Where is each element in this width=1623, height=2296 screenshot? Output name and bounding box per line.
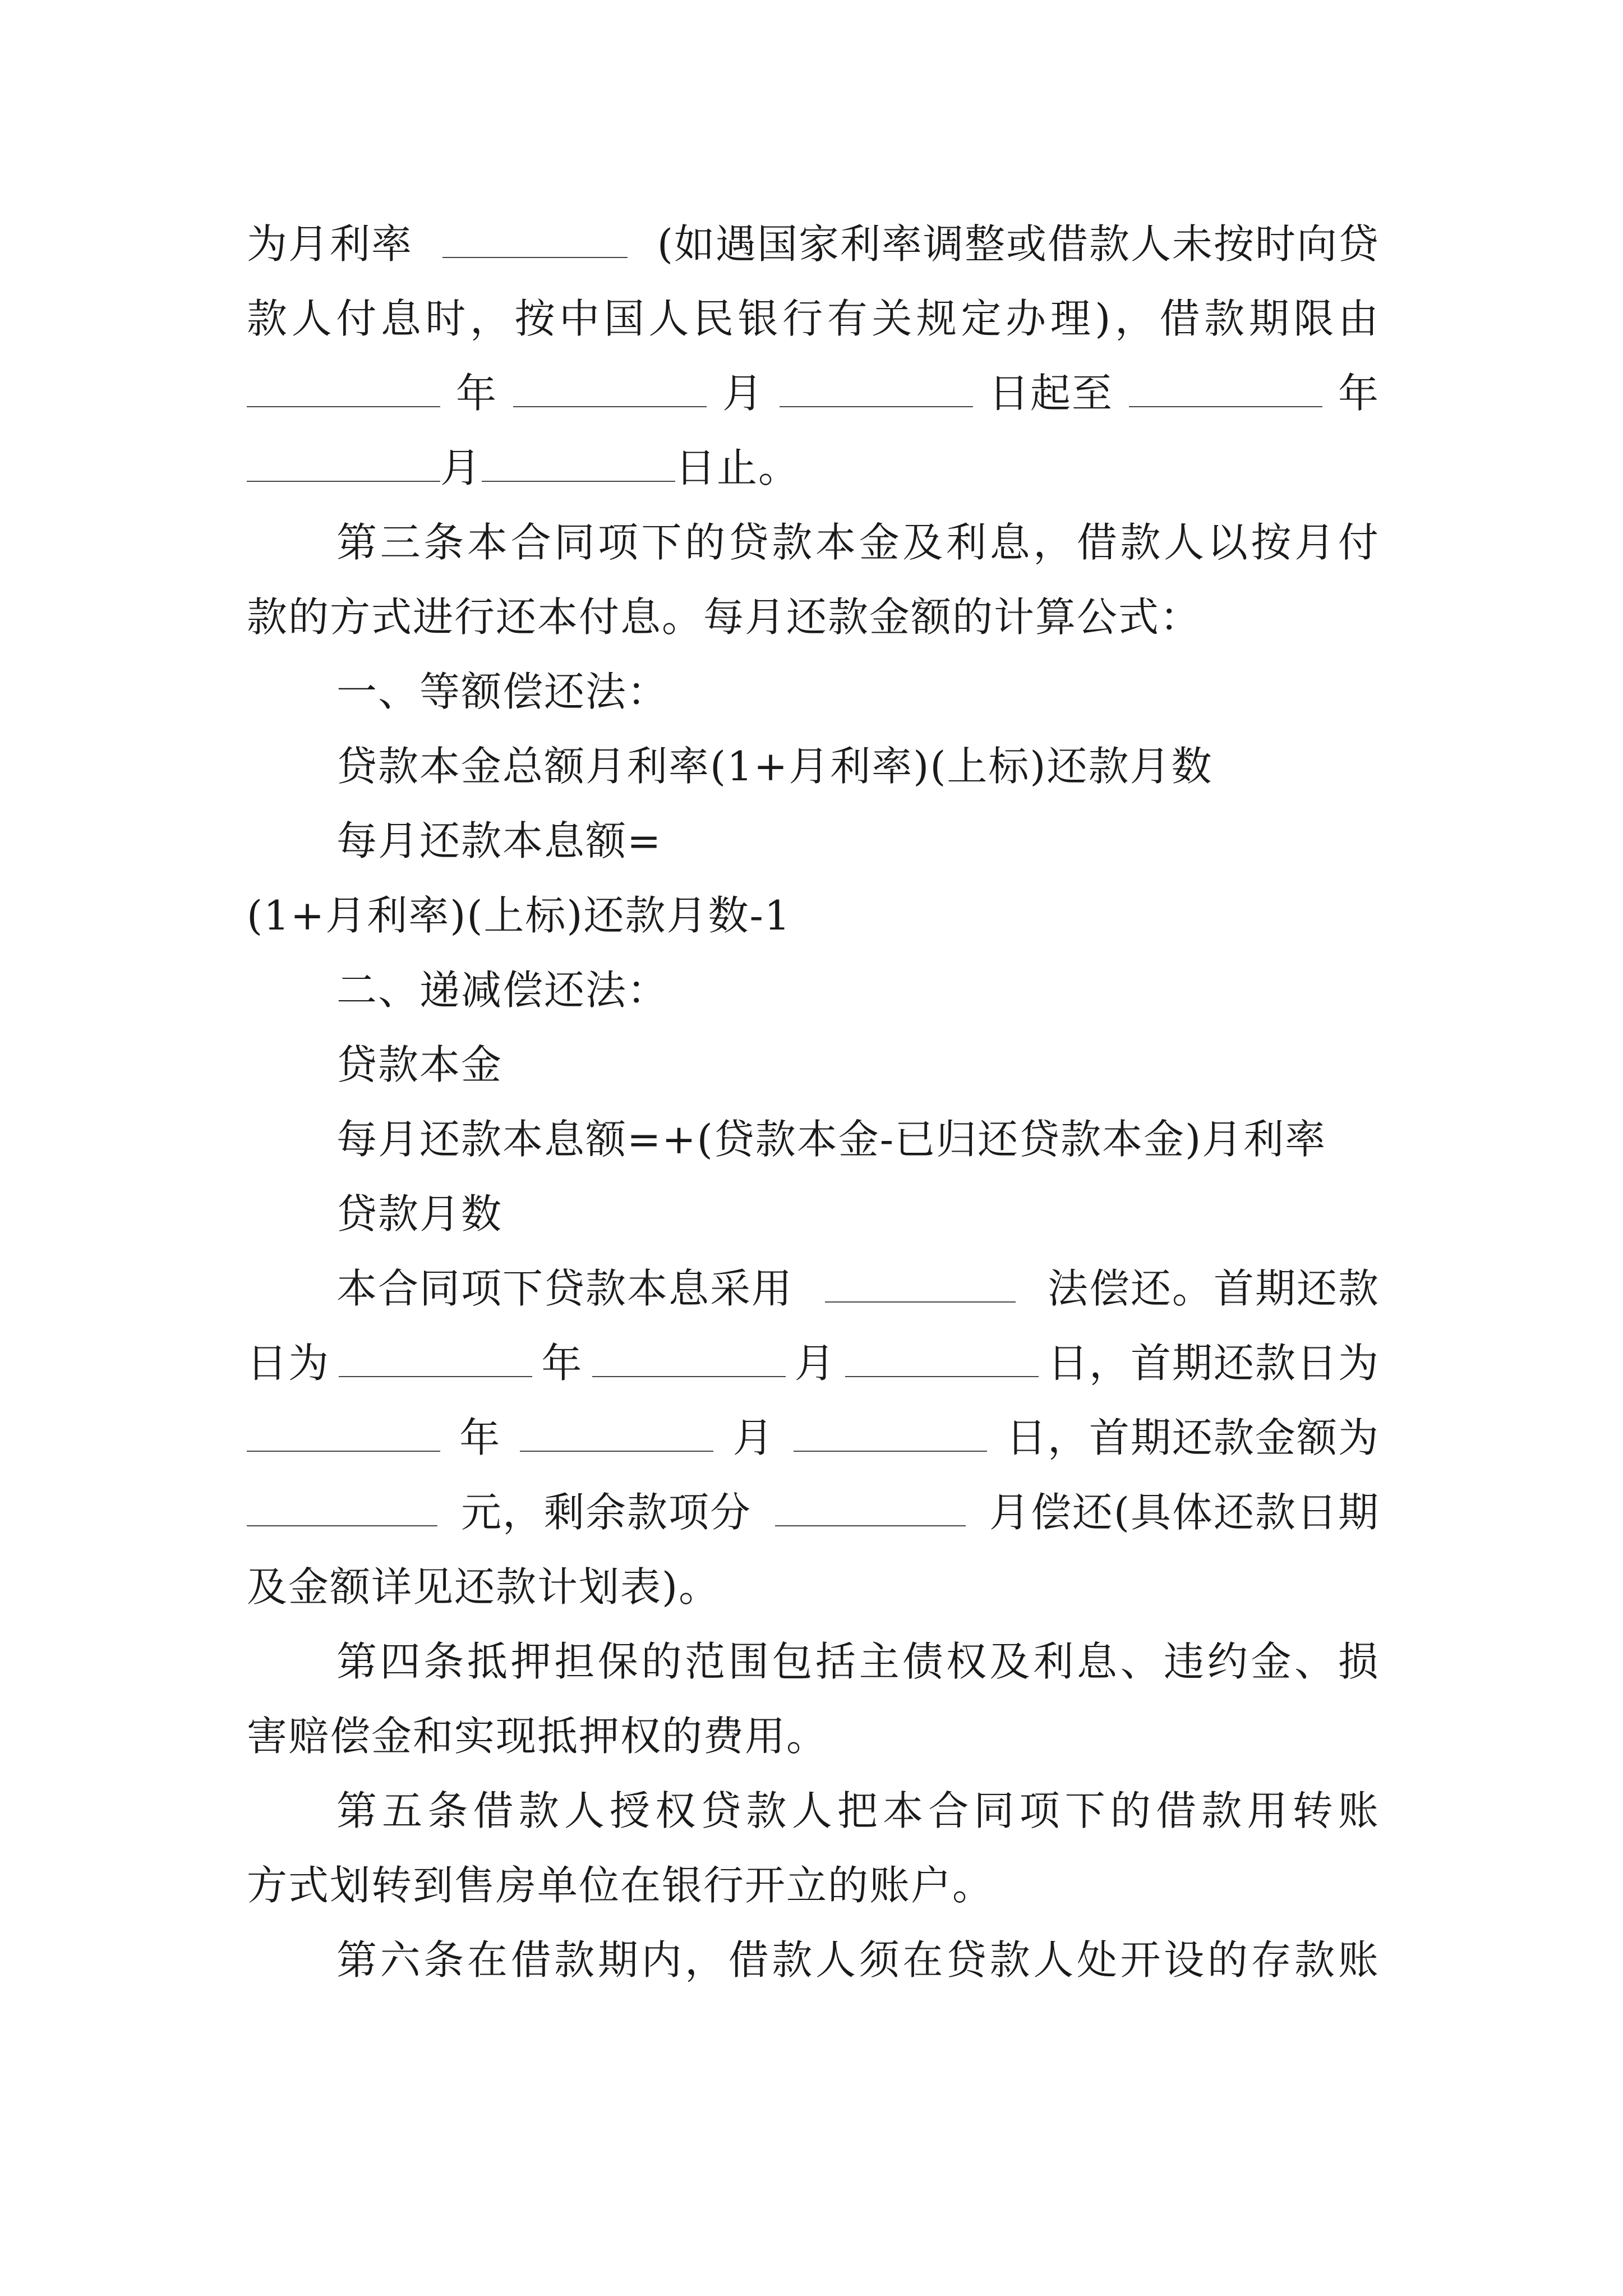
blank-field xyxy=(442,218,628,258)
text-char: 期 xyxy=(597,1936,639,1984)
text-char: 违 xyxy=(1164,1638,1206,1685)
text-char: 及 xyxy=(902,519,944,566)
text-char: 账 xyxy=(1338,1936,1380,1984)
text-char: 条 xyxy=(427,1787,469,1834)
text-char: 合 xyxy=(928,1787,970,1834)
text-segment: (如遇国家利率调整或借款人未按时向贷 xyxy=(657,220,1380,268)
text-segment: 日为 xyxy=(247,1340,330,1387)
blank-field xyxy=(247,367,440,407)
text-char: 第 xyxy=(336,519,379,566)
text-char: 保 xyxy=(597,1638,639,1685)
blank-field xyxy=(247,1486,437,1526)
text-char: 四 xyxy=(380,1638,422,1685)
text-char: 开 xyxy=(1120,1936,1162,1984)
blank-field xyxy=(247,441,440,482)
text-line xyxy=(247,1556,1380,1618)
text-char: 款 xyxy=(247,295,289,342)
text-char: 的 xyxy=(1110,1787,1152,1834)
text-line xyxy=(336,1631,1380,1692)
text-line xyxy=(247,1332,1380,1394)
text-char: 款 xyxy=(1294,1936,1336,1984)
text-char: 下 xyxy=(641,519,683,566)
text-char: 、 xyxy=(1294,1638,1336,1685)
text-char: 利 xyxy=(1033,1638,1075,1685)
text-char: 用 xyxy=(1247,1787,1289,1834)
text-char: 第 xyxy=(336,1787,379,1834)
text-char: 月 xyxy=(1294,519,1336,566)
text-char: 项 xyxy=(1019,1787,1061,1834)
text-char: 人 xyxy=(564,1787,606,1834)
text-char: 人 xyxy=(791,1787,833,1834)
text-char: 款 xyxy=(1120,519,1162,566)
text-line xyxy=(336,959,1380,1021)
blank-field xyxy=(592,1337,786,1377)
text-segment: (1+月利率)(上标)还款月数-1 xyxy=(247,892,791,939)
text-segment: 为月利率 xyxy=(247,220,413,268)
text-line xyxy=(336,1780,1380,1842)
text-char: 下 xyxy=(1064,1787,1106,1834)
text-char: 金 xyxy=(859,519,901,566)
text-char: 款 xyxy=(989,1936,1031,1984)
text-char: 利 xyxy=(946,519,988,566)
text-char: 在 xyxy=(902,1936,944,1984)
text-char: 本 xyxy=(883,1787,925,1834)
formula-line xyxy=(336,735,1380,797)
text-char: ) xyxy=(1095,295,1112,342)
blank-field xyxy=(794,1411,987,1452)
text-char: 条 xyxy=(423,519,465,566)
text-segment: 日，首期还款金额为 xyxy=(1006,1414,1380,1461)
text-line xyxy=(247,213,1380,275)
text-char: 债 xyxy=(902,1638,944,1685)
text-char: 贷 xyxy=(728,519,770,566)
text-char: 合 xyxy=(510,519,552,566)
text-char: 按 xyxy=(514,295,556,342)
text-segment: 年 xyxy=(455,370,497,417)
text-segment: 法偿还。首期还款 xyxy=(1047,1265,1380,1312)
text-char: 人 xyxy=(291,295,333,342)
blank-field xyxy=(247,1411,440,1452)
text-char: 行 xyxy=(782,295,824,342)
text-segment: 月 xyxy=(440,444,482,491)
text-char: 内 xyxy=(641,1936,683,1984)
text-char: 贷 xyxy=(946,1936,988,1984)
text-char: 借 xyxy=(473,1787,515,1834)
text-char: 、 xyxy=(1120,1638,1162,1685)
text-char: 借 xyxy=(1156,1787,1198,1834)
text-char: 款 xyxy=(554,1936,596,1984)
text-line xyxy=(247,288,1380,349)
blank-field xyxy=(775,1486,966,1526)
text-char: 中 xyxy=(559,295,601,342)
text-char: 付 xyxy=(336,295,378,342)
text-segment: 害赔偿金和实现抵押权的费用。 xyxy=(247,1713,828,1760)
text-char: 六 xyxy=(380,1936,422,1984)
text-char: 本 xyxy=(815,519,857,566)
text-char: 定 xyxy=(961,295,1003,342)
text-char: 金 xyxy=(1251,1638,1293,1685)
text-segment: 贷款月数 xyxy=(336,1190,503,1237)
text-char: 五 xyxy=(382,1787,424,1834)
text-line xyxy=(247,437,1380,499)
text-segment: 日，首期还款日为 xyxy=(1047,1340,1380,1387)
formula-line xyxy=(336,1183,1380,1245)
text-char: 期 xyxy=(1248,295,1290,342)
text-segment: 月偿还(具体还款日期 xyxy=(989,1489,1380,1536)
text-char: 款 xyxy=(772,1936,814,1984)
text-char: 包 xyxy=(772,1638,814,1685)
text-segment: 月 xyxy=(732,1414,774,1461)
text-char: 须 xyxy=(859,1936,901,1984)
text-segment: 款的方式进行还本付息。每月还款金额的计算公式： xyxy=(247,593,1202,641)
text-segment: 贷款本金总额月利率(1+月利率)(上标)还款月数 xyxy=(336,743,1213,790)
text-char: 条 xyxy=(423,1638,465,1685)
text-segment: 日起至 xyxy=(988,370,1113,417)
text-line xyxy=(336,1929,1380,1991)
text-char: 银 xyxy=(737,295,780,342)
text-char: 授 xyxy=(610,1787,652,1834)
text-char: 办 xyxy=(1006,295,1048,342)
text-char: 按 xyxy=(1251,519,1293,566)
formula-line xyxy=(336,1108,1380,1170)
text-char: 款 xyxy=(1201,1787,1243,1834)
text-char: 款 xyxy=(518,1787,560,1834)
text-char: 存 xyxy=(1251,1936,1293,1984)
text-char: 转 xyxy=(1292,1787,1334,1834)
text-line xyxy=(247,1481,1380,1543)
text-char: 括 xyxy=(815,1638,857,1685)
text-char: 在 xyxy=(467,1936,509,1984)
text-char: 人 xyxy=(815,1936,857,1984)
blank-field xyxy=(520,1411,713,1452)
text-line xyxy=(247,586,1380,648)
blank-field xyxy=(825,1262,1016,1303)
text-segment: 方式划转到售房单位在银行开立的账户。 xyxy=(247,1862,994,1909)
text-char: 权 xyxy=(655,1787,697,1834)
text-char: 息 xyxy=(380,295,422,342)
text-char: 处 xyxy=(1076,1936,1118,1984)
text-char: 规 xyxy=(916,295,958,342)
text-char: 同 xyxy=(554,519,596,566)
text-line xyxy=(247,362,1380,424)
text-char: 第 xyxy=(336,1936,379,1984)
blank-field xyxy=(1129,367,1322,407)
text-line xyxy=(247,1407,1380,1469)
text-line xyxy=(336,512,1380,573)
text-char: 的 xyxy=(1207,1936,1249,1984)
text-char: ， xyxy=(685,1936,727,1984)
blank-field xyxy=(845,1337,1039,1377)
blank-field xyxy=(780,367,973,407)
text-char: 借 xyxy=(1159,295,1201,342)
text-char: 息 xyxy=(989,519,1031,566)
text-char: 同 xyxy=(974,1787,1016,1834)
text-char: 民 xyxy=(693,295,735,342)
text-char: 国 xyxy=(603,295,645,342)
text-char: ， xyxy=(1114,295,1156,342)
text-char: 人 xyxy=(648,295,690,342)
text-segment: 年 xyxy=(1338,370,1380,417)
text-char: 把 xyxy=(837,1787,879,1834)
text-char: 款 xyxy=(1204,295,1246,342)
text-char: 第 xyxy=(336,1638,379,1685)
text-char: 有 xyxy=(827,295,869,342)
text-char: 时 xyxy=(425,295,467,342)
text-segment: 每月还款本息额= xyxy=(336,817,662,864)
text-char: 由 xyxy=(1338,295,1380,342)
text-char: 担 xyxy=(554,1638,596,1685)
section-heading: 一、等额偿还法： xyxy=(336,668,669,715)
text-char: 借 xyxy=(1076,519,1118,566)
text-char: 的 xyxy=(641,1638,683,1685)
text-char: 范 xyxy=(685,1638,727,1685)
text-segment: 元，剩余款项分 xyxy=(460,1489,751,1536)
formula-line xyxy=(247,885,1380,946)
text-char: 借 xyxy=(728,1936,770,1984)
text-line xyxy=(247,1705,1380,1767)
text-segment: 贷款本金 xyxy=(336,1041,503,1088)
text-char: 权 xyxy=(946,1638,988,1685)
text-char: 息 xyxy=(1076,1638,1118,1685)
text-segment: 每月还款本息额=+(贷款本金-已归还贷款本金)月利率 xyxy=(336,1116,1327,1163)
formula-line xyxy=(336,810,1380,872)
text-char: 损 xyxy=(1338,1638,1380,1685)
text-char: 款 xyxy=(746,1787,788,1834)
text-segment: 年 xyxy=(459,1414,501,1461)
text-char: 以 xyxy=(1207,519,1249,566)
text-segment: 月 xyxy=(794,1340,836,1387)
text-char: 借 xyxy=(510,1936,552,1984)
text-segment: 及金额详见还款计划表)。 xyxy=(247,1563,721,1611)
text-line xyxy=(336,1258,1380,1319)
text-char: 关 xyxy=(872,295,914,342)
text-char: 本 xyxy=(467,519,509,566)
text-char: 设 xyxy=(1164,1936,1206,1984)
text-char: ， xyxy=(469,295,511,342)
section-heading: 二、递减偿还法： xyxy=(336,967,669,1014)
text-char: 人 xyxy=(1164,519,1206,566)
text-char: 约 xyxy=(1207,1638,1249,1685)
text-char: 抵 xyxy=(467,1638,509,1685)
text-char: 理 xyxy=(1050,295,1092,342)
text-char: 账 xyxy=(1338,1787,1380,1834)
text-segment: 年 xyxy=(541,1340,583,1387)
text-segment: 日止。 xyxy=(675,444,800,491)
text-char: 条 xyxy=(423,1936,465,1984)
text-line xyxy=(247,1855,1380,1916)
formula-line xyxy=(336,1034,1380,1096)
text-char: 三 xyxy=(380,519,422,566)
blank-field xyxy=(513,367,707,407)
text-char: 的 xyxy=(685,519,727,566)
text-char: 人 xyxy=(1033,1936,1075,1984)
text-char: ， xyxy=(1033,519,1075,566)
text-line xyxy=(336,661,1380,723)
text-char: 项 xyxy=(597,519,639,566)
text-char: 限 xyxy=(1293,295,1335,342)
text-char: 押 xyxy=(510,1638,552,1685)
text-char: 围 xyxy=(728,1638,770,1685)
text-char: 贷 xyxy=(700,1787,743,1834)
text-segment: 月 xyxy=(722,370,764,417)
text-char: 主 xyxy=(859,1638,901,1685)
blank-field xyxy=(482,441,675,482)
text-char: 及 xyxy=(989,1638,1031,1685)
text-char: 款 xyxy=(772,519,814,566)
blank-field xyxy=(339,1337,532,1377)
text-segment: 本合同项下贷款本息采用 xyxy=(336,1265,794,1312)
text-char: 付 xyxy=(1338,519,1380,566)
